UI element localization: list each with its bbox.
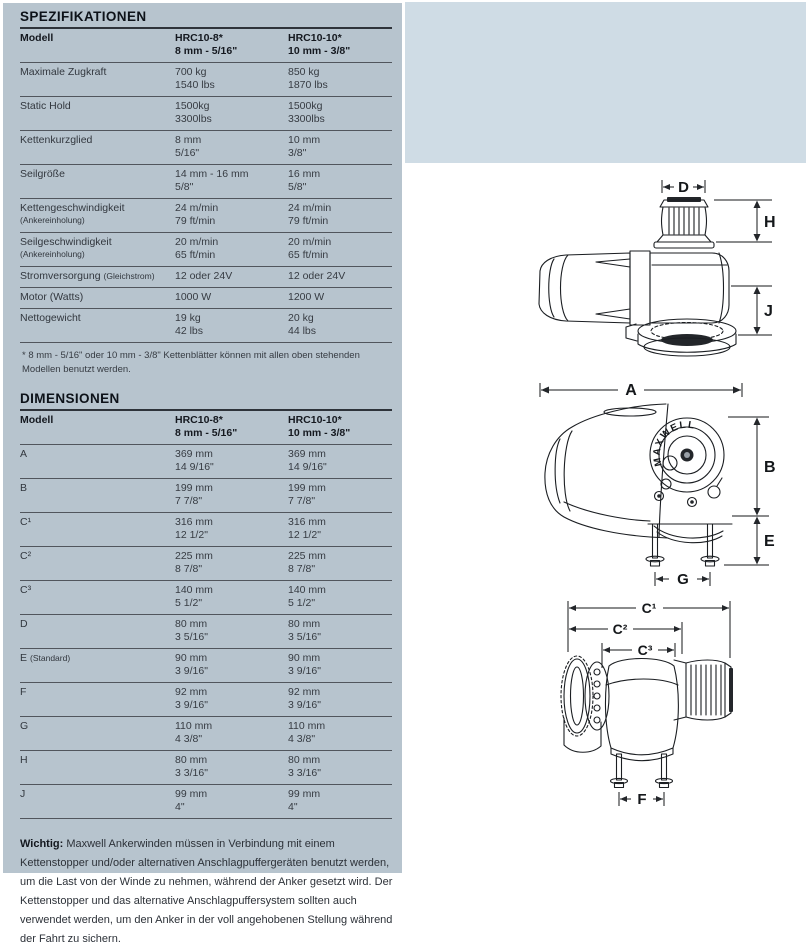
dimension-d bbox=[662, 179, 705, 196]
col1-cell: 1500kg 3300lbs bbox=[175, 100, 212, 125]
col2-cell: 369 mm 14 9/16" bbox=[288, 448, 327, 473]
col1-cell: 140 mm 5 1/2" bbox=[175, 584, 213, 609]
spec-row bbox=[20, 63, 392, 97]
col1-cell: 700 kg 1540 lbs bbox=[175, 66, 215, 91]
col2-cell: 99 mm 4" bbox=[288, 788, 321, 813]
dimension-f bbox=[619, 791, 664, 808]
row-label-cell: B bbox=[20, 482, 28, 494]
col2-cell: 20 m/min 65 ft/min bbox=[288, 236, 332, 261]
row-label-cell: H bbox=[20, 754, 28, 766]
spec-row bbox=[20, 309, 392, 343]
spec-row bbox=[20, 199, 392, 233]
row-label-cell: F bbox=[20, 686, 27, 698]
dims-header-col1-cell: HRC10-8* 8 mm - 5/16" bbox=[175, 414, 238, 439]
col2-cell: 24 m/min 79 ft/min bbox=[288, 202, 332, 227]
col2-cell: 90 mm 3 9/16" bbox=[288, 652, 321, 677]
dim-label-c1: C¹ bbox=[641, 600, 657, 616]
important-note-text: Maxwell Ankerwinden müssen in Verbindung mit einem Kettenstopper und/oder alternativen Anschlagpuffergeräten benutzt werden, um die Last von der Winde zu nehmen, während der Anker gesetzt wird. Der Kettenstopper und das alternative Anschlagpuffersystem sollten auch verwendet werden, um den Anker in der voll angehobenen Stellung während der Fahrt zu sichern. bbox=[20, 838, 393, 945]
col1-cell: 80 mm 3 5/16" bbox=[175, 618, 208, 643]
motor-housing bbox=[539, 251, 729, 325]
important-note-label: Wichtig: bbox=[20, 838, 64, 850]
row-label-cell: C² bbox=[20, 550, 32, 562]
spec-row bbox=[20, 267, 392, 288]
diagram-rear-view bbox=[520, 596, 750, 814]
dim-label-g: G bbox=[677, 571, 689, 588]
col1-cell: 24 m/min 79 ft/min bbox=[175, 202, 219, 227]
col1-cell: 92 mm 3 9/16" bbox=[175, 686, 208, 711]
col1-cell: 316 mm 12 1/2" bbox=[175, 516, 213, 541]
spec-panel bbox=[3, 3, 402, 945]
col2-cell: 16 mm 5/8" bbox=[288, 168, 321, 193]
dimension-j bbox=[731, 286, 773, 335]
spec-header-row bbox=[20, 29, 392, 63]
row-label-cell: G bbox=[20, 720, 29, 732]
col2-cell: 12 oder 24V bbox=[288, 270, 346, 282]
dimension-b bbox=[728, 417, 776, 516]
dims-row bbox=[20, 615, 392, 649]
dim-label-c3: C³ bbox=[637, 642, 653, 658]
dims-row bbox=[20, 547, 392, 581]
row-label-cell: A bbox=[20, 448, 28, 460]
brand-logo-text: MAXWELL bbox=[651, 419, 697, 468]
spec-table bbox=[20, 29, 392, 343]
col1-cell: 80 mm 3 3/16" bbox=[175, 754, 208, 779]
row-label-cell: J bbox=[20, 788, 26, 800]
gypsy-chain-wheel bbox=[561, 656, 609, 752]
spec-header-col1-cell: HRC10-8* 8 mm - 5/16" bbox=[175, 32, 238, 57]
dim-label-e: E bbox=[764, 533, 775, 550]
diagram-front-view bbox=[518, 374, 776, 596]
dim-label-b: B bbox=[764, 459, 776, 476]
col2-cell: 80 mm 3 3/16" bbox=[288, 754, 321, 779]
col2-cell: 316 mm 12 1/2" bbox=[288, 516, 326, 541]
important-note bbox=[20, 835, 398, 949]
col1-cell: 8 mm 5/16" bbox=[175, 134, 202, 159]
center-housing bbox=[605, 659, 678, 761]
col2-cell: 10 mm 3/8" bbox=[288, 134, 321, 159]
col1-cell: 199 mm 7 7/8" bbox=[175, 482, 213, 507]
col1-cell: 99 mm 4" bbox=[175, 788, 208, 813]
dims-header-col2-cell: HRC10-10* 10 mm - 3/8" bbox=[288, 414, 351, 439]
row-label-cell: Nettogewicht bbox=[20, 312, 81, 324]
col1-cell: 1000 W bbox=[175, 291, 212, 303]
dims-row bbox=[20, 581, 392, 615]
col1-cell: 110 mm 4 3/8" bbox=[175, 720, 213, 745]
col1-cell: 20 m/min 65 ft/min bbox=[175, 236, 219, 261]
dims-row bbox=[20, 785, 392, 819]
col2-cell: 20 kg 44 lbs bbox=[288, 312, 317, 337]
spec-row bbox=[20, 131, 392, 165]
col2-cell: 92 mm 3 9/16" bbox=[288, 686, 321, 711]
dims-row bbox=[20, 513, 392, 547]
dim-label-f: F bbox=[637, 791, 647, 808]
row-label-cell: Motor (Watts) bbox=[20, 291, 84, 303]
row-label-cell: C¹ bbox=[20, 516, 32, 528]
col2-cell: 110 mm 4 3/8" bbox=[288, 720, 326, 745]
spec-row bbox=[20, 97, 392, 131]
dimension-a bbox=[540, 382, 742, 399]
dims-row bbox=[20, 649, 392, 683]
col1-cell: 19 kg 42 lbs bbox=[175, 312, 204, 337]
dims-header-label-cell: Modell bbox=[20, 414, 54, 426]
dimension-c2 bbox=[569, 621, 682, 654]
row-label-cell: Kettenkurzglied bbox=[20, 134, 93, 146]
row-label-cell: Static Hold bbox=[20, 100, 71, 112]
winch-body bbox=[545, 404, 732, 538]
dim-label-j: J bbox=[764, 303, 773, 320]
dimension-c3 bbox=[602, 642, 675, 668]
dims-section-title: DIMENSIONEN bbox=[20, 391, 392, 411]
capstan-drum bbox=[654, 197, 714, 248]
spec-header-label-cell: Modell bbox=[20, 32, 54, 44]
dimension-h bbox=[714, 200, 776, 242]
col2-cell: 225 mm 8 7/8" bbox=[288, 550, 326, 575]
spec-row bbox=[20, 165, 392, 199]
top-right-background-block bbox=[405, 2, 806, 163]
mounting-studs bbox=[646, 524, 719, 566]
dims-header-row bbox=[20, 411, 392, 445]
spec-row bbox=[20, 233, 392, 267]
row-label-cell: Seilgröße bbox=[20, 168, 65, 180]
dims-row bbox=[20, 683, 392, 717]
dimension-g bbox=[655, 571, 710, 588]
col2-cell: 850 kg 1870 lbs bbox=[288, 66, 328, 91]
row-label-cell: Maximale Zugkraft bbox=[20, 66, 107, 78]
col1-cell: 225 mm 8 7/8" bbox=[175, 550, 213, 575]
col2-cell: 199 mm 7 7/8" bbox=[288, 482, 326, 507]
row-label-cell: Kettengeschwindigkeit (Ankereinholung) bbox=[20, 202, 125, 225]
capstan-drum-side bbox=[674, 660, 733, 720]
dim-label-a: A bbox=[625, 382, 637, 399]
dims-row bbox=[20, 479, 392, 513]
dims-row bbox=[20, 717, 392, 751]
diagram-top-view bbox=[524, 174, 784, 370]
spec-header-col2-cell: HRC10-10* 10 mm - 3/8" bbox=[288, 32, 351, 57]
dim-label-d: D bbox=[678, 179, 689, 196]
col1-cell: 369 mm 14 9/16" bbox=[175, 448, 214, 473]
row-label-cell: C³ bbox=[20, 584, 32, 596]
spec-row bbox=[20, 288, 392, 309]
col1-cell: 90 mm 3 9/16" bbox=[175, 652, 208, 677]
dims-row bbox=[20, 445, 392, 479]
col2-cell: 80 mm 3 5/16" bbox=[288, 618, 321, 643]
dims-table bbox=[20, 411, 392, 819]
col2-cell: 1500kg 3300lbs bbox=[288, 100, 325, 125]
dim-label-c2: C² bbox=[612, 621, 628, 637]
dims-row bbox=[20, 751, 392, 785]
col1-cell: 12 oder 24V bbox=[175, 270, 233, 282]
spec-footnote: * 8 mm - 5/16" oder 10 mm - 3/8" Kettenblätter können mit allen oben stehenden Modellen benutzt werden. bbox=[22, 350, 360, 375]
row-label-cell: Seilgeschwindigkeit (Ankereinholung) bbox=[20, 236, 112, 259]
dim-label-h: H bbox=[764, 214, 776, 231]
row-label-cell: Stromversorgung (Gleichstrom) bbox=[20, 270, 155, 282]
row-label-cell: E (Standard) bbox=[20, 652, 71, 664]
spec-section-title: SPEZIFIKATIONEN bbox=[20, 9, 392, 29]
col2-cell: 140 mm 5 1/2" bbox=[288, 584, 326, 609]
col2-cell: 1200 W bbox=[288, 291, 325, 303]
mounting-studs bbox=[611, 754, 673, 788]
col1-cell: 14 mm - 16 mm 5/8" bbox=[175, 168, 249, 193]
row-label-cell: D bbox=[20, 618, 28, 630]
